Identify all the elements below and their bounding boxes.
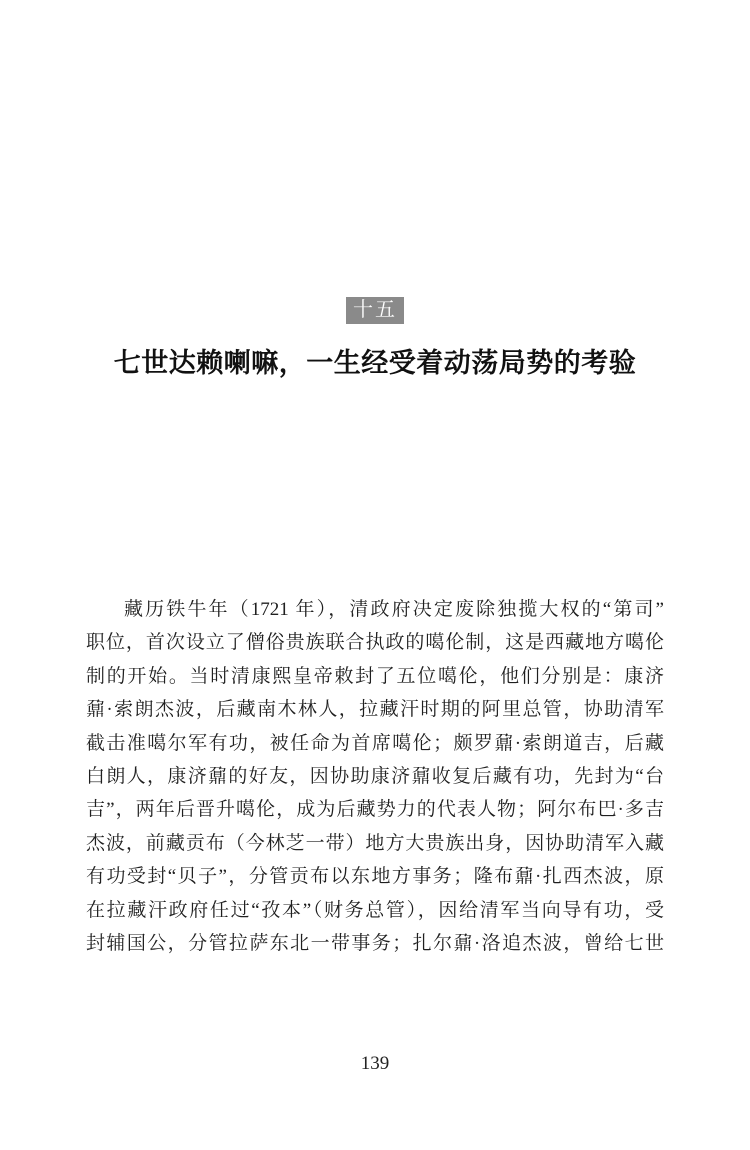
body-line: 藏历铁牛年（1721 年），清政府决定废除独揽大权的“第司” bbox=[124, 599, 664, 620]
body-line: 制的开始。当时清康熙皇帝敕封了五位噶伦，他们分别是：康济 bbox=[86, 665, 664, 687]
body-line: 白朗人，康济鼐的好友，因协助康济鼐收复后藏有功，先封为“台 bbox=[86, 766, 664, 788]
chapter-title: 七世达赖喇嘛，一生经受着动荡局势的考验 bbox=[113, 348, 637, 378]
body-line: 职位，首次设立了僧俗贵族联合执政的噶伦制，这是西藏地方噶伦 bbox=[86, 632, 664, 654]
body-line: 有功受封“贝子”，分管贡布以东地方事务；隆布鼐·扎西杰波，原 bbox=[86, 866, 664, 888]
page-number: 139 bbox=[360, 1053, 390, 1074]
chapter-number-badge: 十五 bbox=[346, 297, 404, 324]
body-line: 吉”，两年后晋升噶伦，成为后藏势力的代表人物；阿尔布巴·多吉 bbox=[86, 799, 664, 821]
body-line: 杰波，前藏贡布（今林芝一带）地方大贵族出身，因协助清军入藏 bbox=[86, 832, 664, 854]
body-paragraph bbox=[86, 593, 664, 960]
body-line: 封辅国公，分管拉萨东北一带事务；扎尔鼐·洛追杰波，曾给七世 bbox=[86, 933, 664, 955]
body-line: 在拉藏汗政府任过“孜本”（财务总管），因给清军当向导有功，受 bbox=[86, 899, 664, 921]
body-line: 截击准噶尔军有功，被任命为首席噶伦；颇罗鼐·索朗道吉，后藏 bbox=[86, 732, 664, 754]
body-line: 鼐·索朗杰波，后藏南木林人，拉藏汗时期的阿里总管，协助清军 bbox=[86, 699, 664, 721]
